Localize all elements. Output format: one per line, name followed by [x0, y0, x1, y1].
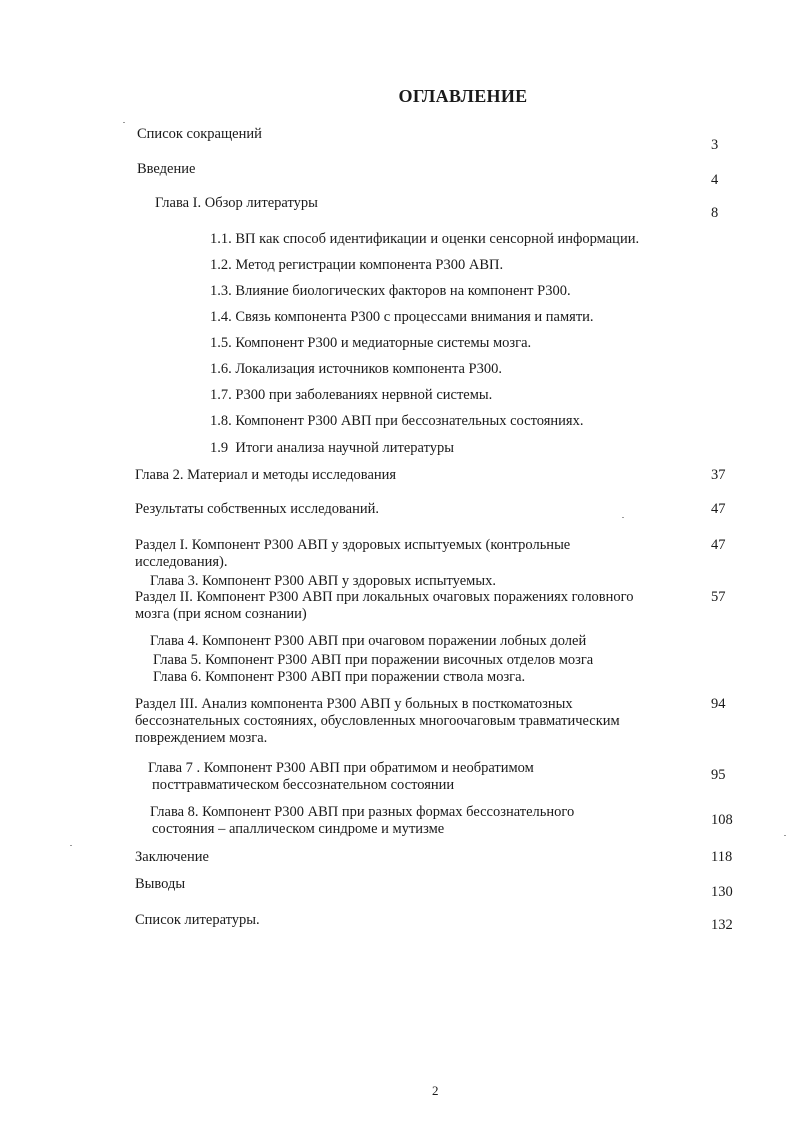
toc-entry-conclusion: Заключение	[135, 849, 209, 865]
toc-subentry: 1.8. Компонент Р300 АВП при бессознательных состояниях.	[210, 413, 584, 429]
toc-entry-chapter-3: Глава 3. Компонент Р300 АВП у здоровых испытуемых.	[150, 573, 496, 589]
toc-page: 47	[711, 537, 726, 553]
toc-entry-chapter-1: Глава I. Обзор литературы	[155, 195, 318, 211]
toc-line: посттравматическом бессознательном состоянии	[152, 777, 455, 793]
toc-line: бессознательных состояниях, обусловленных многоочаговым травматическим	[135, 713, 620, 729]
toc-page: 37	[711, 467, 726, 483]
toc-entry-introduction: Введение	[137, 161, 196, 177]
toc-entry-part-1	[135, 537, 570, 571]
toc-entry-chapter-7	[148, 760, 534, 794]
toc-page: 95	[711, 767, 726, 783]
scan-speck	[70, 845, 72, 846]
toc-entry-references: Список литературы.	[135, 912, 260, 928]
toc-subentry: 1.1. ВП как способ идентификации и оценки сенсорной информации.	[210, 231, 640, 247]
toc-entry-chapter-8	[150, 804, 574, 838]
toc-entry-part-3	[135, 696, 620, 747]
toc-page: 3	[711, 137, 719, 153]
toc-line: Раздел I. Компонент Р300 АВП у здоровых испытуемых (контрольные	[135, 537, 571, 553]
toc-line: Глава 8. Компонент Р300 АВП при разных формах бессознательного	[150, 804, 575, 820]
toc-page: 94	[711, 696, 726, 712]
toc-subentry: 1.5. Компонент Р300 и медиаторные системы мозга.	[210, 335, 532, 351]
toc-subentry: 1.2. Метод регистрации компонента Р300 АВП.	[210, 257, 504, 273]
toc-page: 8	[711, 205, 719, 221]
toc-line: исследования).	[135, 554, 228, 570]
toc-entry-chapter-4: Глава 4. Компонент Р300 АВП при очаговом поражении лобных долей	[150, 633, 587, 649]
scan-speck	[622, 517, 624, 518]
toc-entry-findings: Выводы	[135, 876, 186, 892]
toc-page: 4	[711, 172, 719, 188]
toc-subentry: 1.3. Влияние биологических факторов на компонент Р300.	[210, 283, 571, 299]
toc-entry-results: Результаты собственных исследований.	[135, 501, 380, 517]
toc-line: Глава 7 . Компонент Р300 АВП при обратимом и необратимом	[148, 760, 534, 776]
page-number: 2	[432, 1083, 439, 1098]
toc-subentry: 1.4. Связь компонента Р300 с процессами внимания и памяти.	[210, 309, 594, 325]
toc-subentry: 1.9 Итоги анализа научной литературы	[210, 440, 454, 456]
toc-entry-part-2	[135, 589, 634, 623]
toc-subentry: 1.6. Локализация источников компонента Р300.	[210, 361, 502, 377]
toc-page: 57	[711, 589, 726, 605]
toc-line: Раздел III. Анализ компонента Р300 АВП у больных в посткоматозных	[135, 696, 573, 712]
toc-page: 132	[711, 917, 733, 933]
scan-speck	[123, 122, 125, 123]
toc-line: Раздел II. Компонент Р300 АВП при локальных очаговых поражениях головного	[135, 589, 634, 605]
toc-line: мозга (при ясном сознании)	[135, 606, 307, 622]
toc-page: 47	[711, 501, 726, 517]
toc-page: 118	[711, 849, 733, 865]
toc-line: состояния – апаллическом синдроме и мутизме	[152, 821, 445, 837]
toc-entry-abbreviations: Список сокращений	[137, 126, 262, 142]
toc-page: 108	[711, 812, 733, 828]
toc-entry-chapter-2: Глава 2. Материал и методы исследования	[135, 467, 397, 483]
toc-line: повреждением мозга.	[135, 730, 268, 746]
toc-entry-chapter-6: Глава 6. Компонент Р300 АВП при поражении ствола мозга.	[153, 669, 526, 685]
toc-entry-chapter-5: Глава 5. Компонент Р300 АВП при поражении височных отделов мозга	[153, 652, 594, 668]
toc-page: 130	[711, 884, 733, 900]
toc-subentry: 1.7. Р300 при заболеваниях нервной системы.	[210, 387, 493, 403]
toc-title: ОГЛАВЛЕНИЕ	[398, 86, 528, 106]
scan-speck	[784, 835, 786, 836]
